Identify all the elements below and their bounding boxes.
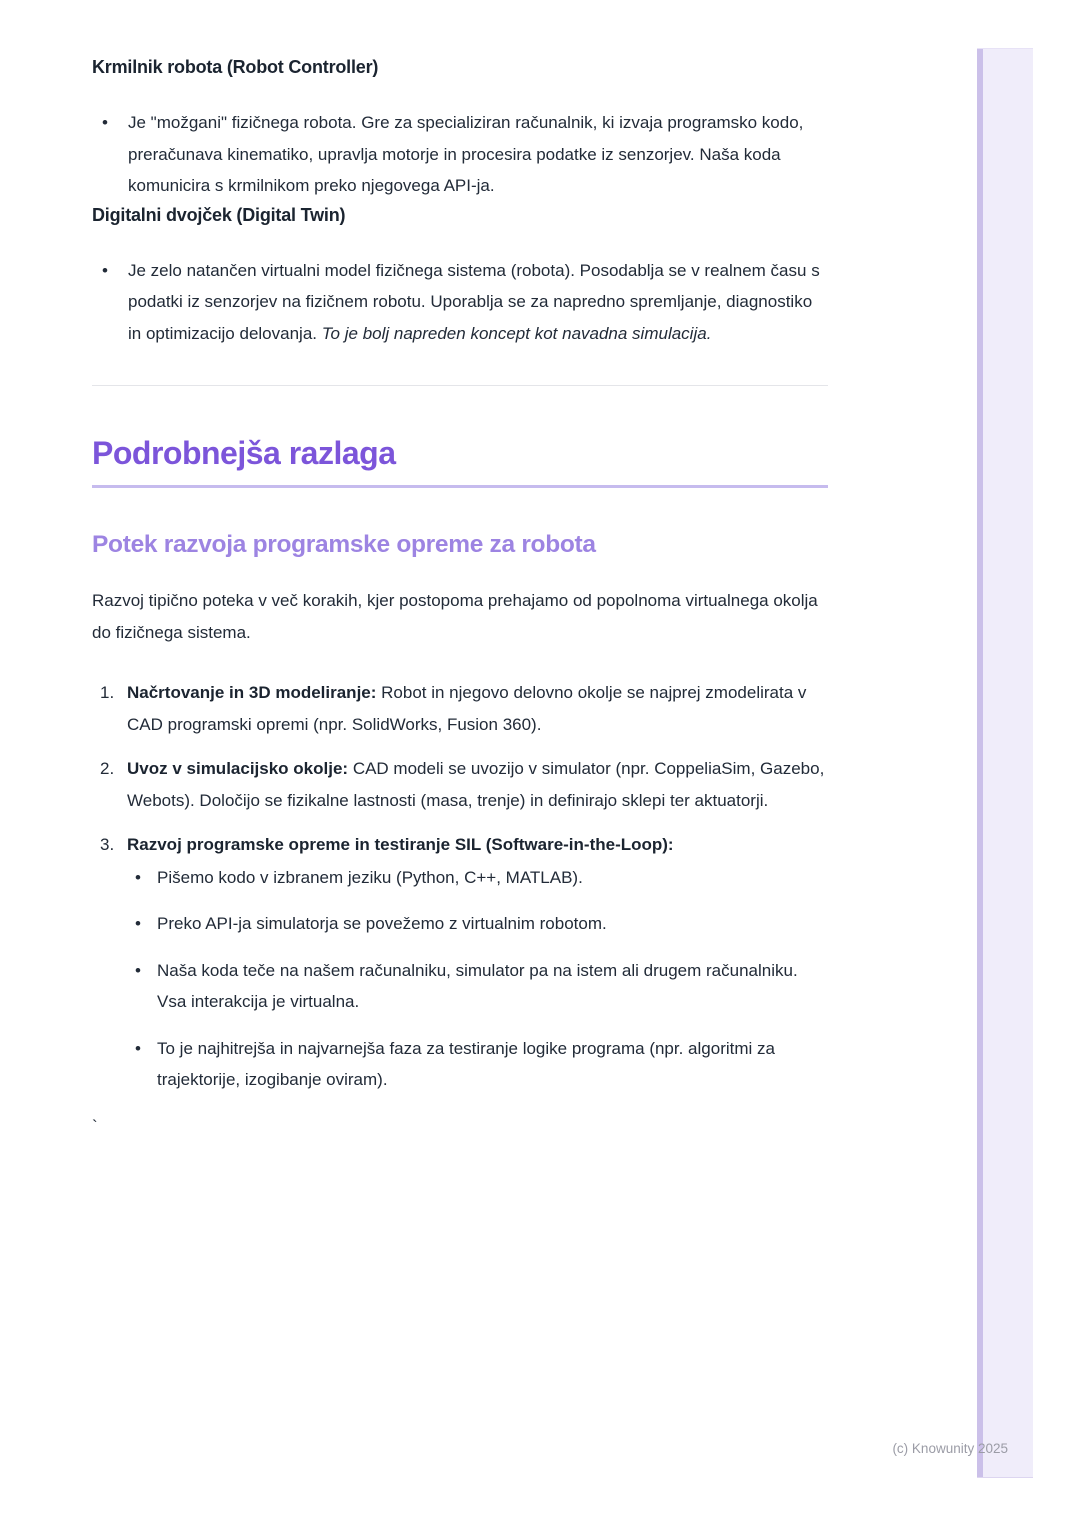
step-text: CAD modeli se uvozijo v simulator (npr. CoppeliaSim, Gazebo, Webots). Določijo se fizikalne lastnosti (masa, trenje) in definirajo sklepi ter aktuatorji. [127,759,825,810]
nested-bullet-list [127,862,828,1096]
section-heading-dvojcek: Digitalni dvojček (Digital Twin) [92,204,346,225]
page-edge-strip [977,49,983,1477]
list-item-italic-text: To je bolj napreden koncept kot navadna simulacija. [321,323,712,343]
list-item-text: Je "možgani" fizičnega robota. Gre za specializiran računalnik, ki izvaja programsko kodo, preračunava kinematiko, upravlja motorje in procesira podatke iz senzorjev. Naša koda komunicira s krmilnikom preko njegovega API-ja. [128,113,804,195]
step-number: 3. [100,835,115,854]
page-title: Podrobnejša razlaga [92,433,828,488]
step-lead-bold: Razvoj programske opreme in testiranje SIL (Software-in-the-Loop): [127,835,674,854]
bullet-icon: • [135,914,141,933]
sub-list-item [127,908,828,940]
sub-list-item-text: To je najhitrejša in najvarnejša faza za testiranje logike programa (npr. algoritmi za trajektorije, izogibanje oviram). [157,1038,775,1089]
bullet-icon: • [135,1038,141,1058]
step-item-3 [92,829,828,1096]
bullet-icon: • [135,867,141,887]
bullet-list-dvojcek [92,255,828,350]
sub-list-item-text: Pišemo kodo v izbranem jeziku (Python, C++, MATLAB). [157,867,583,887]
intro-paragraph: Razvoj tipično poteka v več korakih, kjer postopoma prehajamo od popolnoma virtualnega okolja do fizičnega sistema. [92,591,818,642]
section-heading-krmilnik: Krmilnik robota (Robot Controller) [92,57,379,77]
bullet-list-krmilnik [92,107,828,202]
sub-list-item-text: Preko API-ja simulatorja se povežemo z virtualnim robotom. [157,914,607,933]
bullet-icon: • [102,113,108,132]
step-number: 2. [100,759,115,778]
sub-list-item-text: Naša koda teče na našem računalniku, simulator pa na istem ali drugem računalniku. Vsa interakcija je virtualna. [157,960,798,1011]
list-item-text: Je zelo natančen virtualni model fizičnega sistema (robota). Posodablja se v realnem času s podatki iz senzorjev na fizičnem robotu. Uporablja se za napredno spremljanje, diagnostiko in optimizacijo delovanja. [128,260,820,343]
bullet-icon: • [102,260,108,280]
step-lead-bold: Uvoz v simulacijsko okolje: [127,759,349,778]
sub-list-item [127,955,828,1018]
stray-backtick-character: ` [92,1116,98,1136]
page-edge-panel [977,48,1033,1478]
section-subtitle: Potek razvoja programske opreme za robota [92,531,596,558]
step-lead-bold: Načrtovanje in 3D modeliranje: [127,683,377,702]
step-number: 1. [100,683,115,702]
step-text: Robot in njegovo delovno okolje se najprej zmodelirata v CAD programski opremi (npr. SolidWorks, Fusion 360). [127,683,807,734]
sub-list-item [127,862,828,894]
numbered-step-list [92,677,828,1096]
step-item-2 [92,753,828,816]
section-divider [92,385,828,386]
list-item [92,107,828,202]
bullet-icon: • [135,960,141,980]
document-content [92,54,828,1142]
copyright-footer: (c) Knowunity 2025 [892,1441,1008,1456]
sub-list-item [127,1033,828,1096]
step-item-1 [92,677,828,740]
list-item [92,255,828,350]
